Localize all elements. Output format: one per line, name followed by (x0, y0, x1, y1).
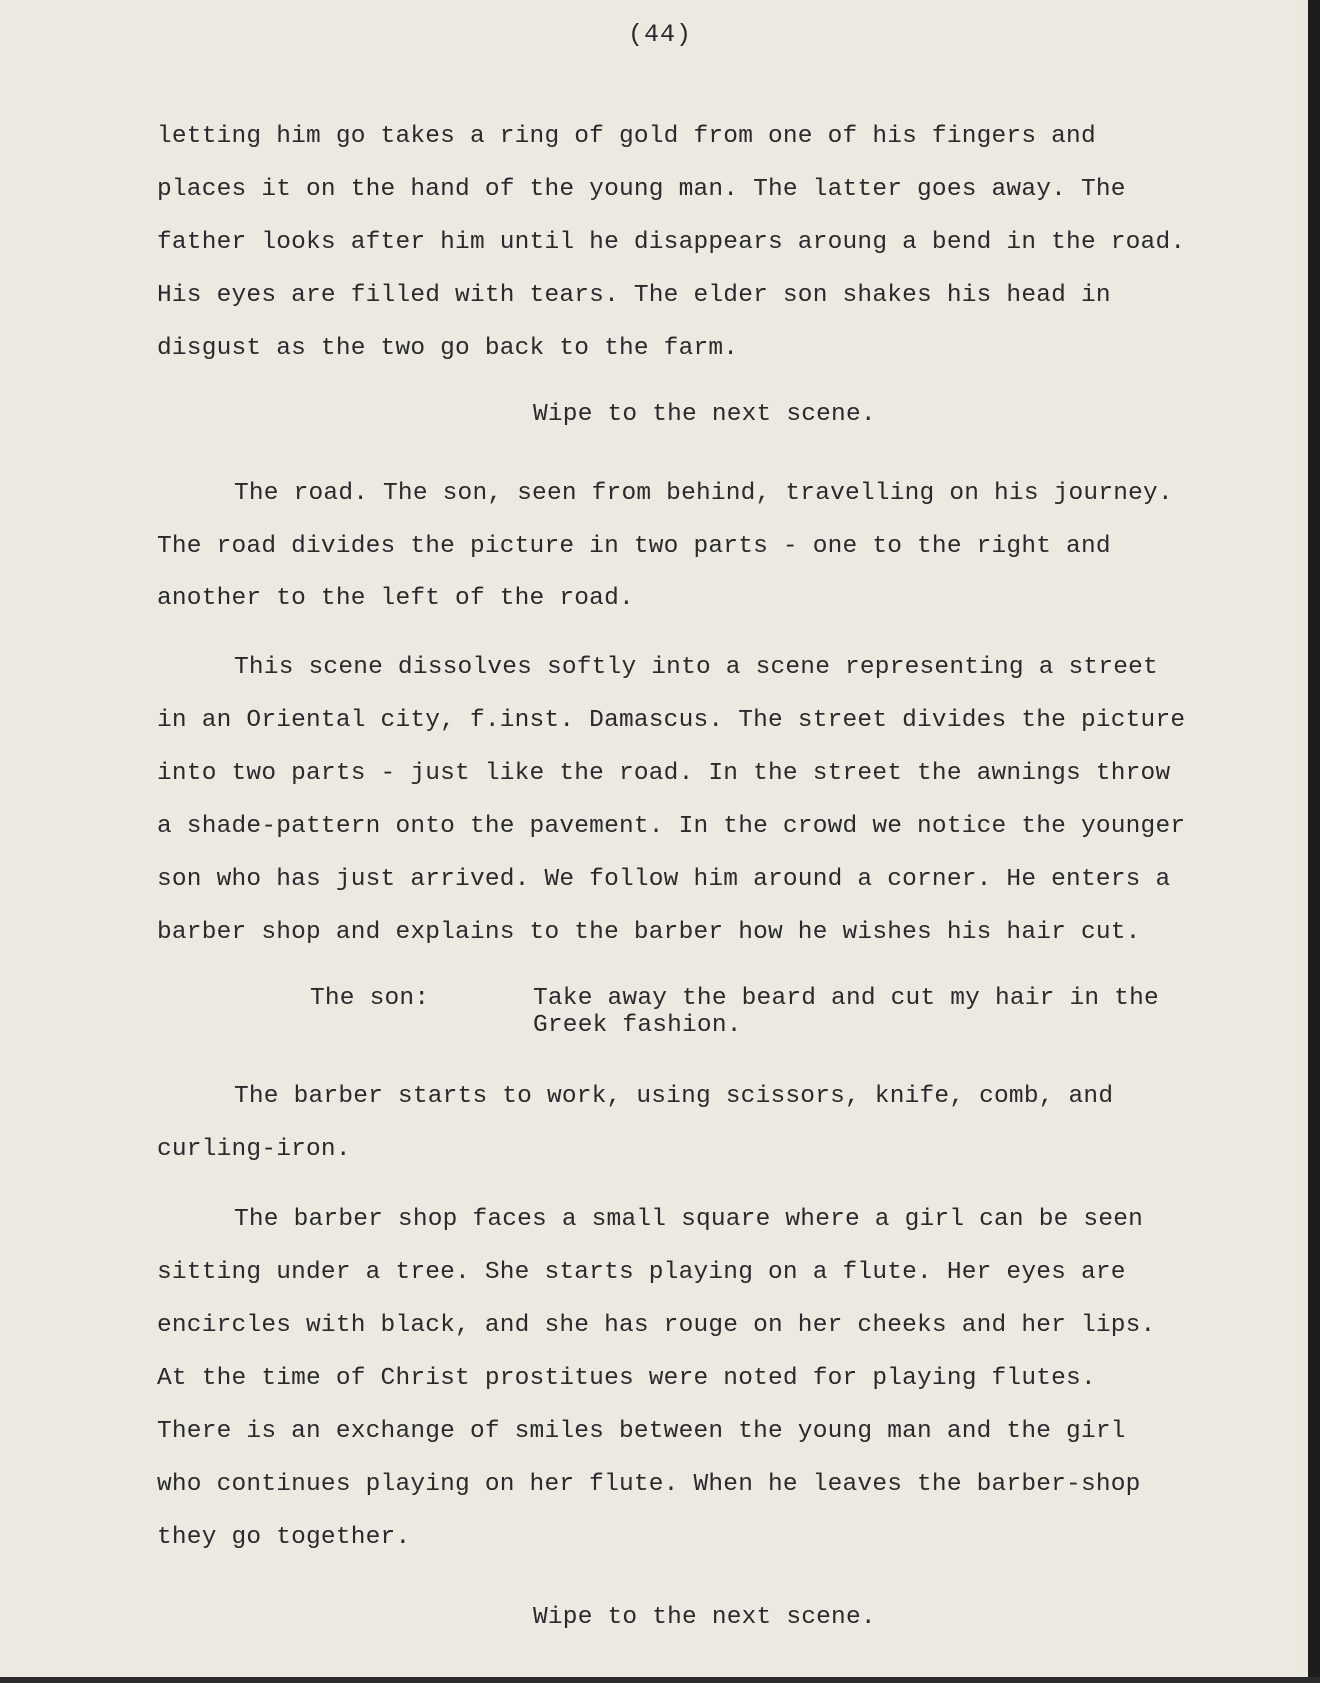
scene-transition: Wipe to the next scene. (533, 401, 876, 428)
paragraph-1-line: places it on the hand of the young man. The latter goes away. The (157, 176, 1126, 203)
paragraph-2-line: The road divides the picture in two parts - one to the right and (157, 533, 1111, 560)
paragraph-4-line: curling-iron. (157, 1136, 351, 1163)
paragraph-3-line: barber shop and explains to the barber how he wishes his hair cut. (157, 919, 1141, 946)
paragraph-5-line: There is an exchange of smiles between the young man and the girl (157, 1418, 1126, 1445)
page-number: (44) (627, 20, 692, 49)
paragraph-5-line: The barber shop faces a small square where a girl can be seen (234, 1206, 1144, 1233)
paragraph-5-line: they go together. (157, 1524, 411, 1551)
page-bottom-edge (0, 1677, 1320, 1683)
paragraph-5-line: sitting under a tree. She starts playing on a flute. Her eyes are (157, 1259, 1126, 1286)
page-edge-shadow (1308, 0, 1320, 1683)
paragraph-1-line: His eyes are filled with tears. The elder son shakes his head in (157, 282, 1111, 309)
dialogue-line: Greek fashion. (533, 1012, 742, 1039)
dialogue-line: Take away the beard and cut my hair in the (533, 985, 1159, 1012)
paragraph-3-line: This scene dissolves softly into a scene representing a street (234, 654, 1158, 681)
paragraph-1-line: father looks after him until he disappears aroung a bend in the road. (157, 229, 1186, 256)
paragraph-3-line: a shade-pattern onto the pavement. In the crowd we notice the younger (157, 813, 1186, 840)
paragraph-5-line: At the time of Christ prostitues were noted for playing flutes. (157, 1365, 1096, 1392)
paragraph-4-line: The barber starts to work, using scissors, knife, comb, and (234, 1083, 1114, 1110)
dialogue-speaker: The son: (310, 985, 430, 1012)
paragraph-5-line: who continues playing on her flute. When he leaves the barber-shop (157, 1471, 1141, 1498)
paragraph-3-line: into two parts - just like the road. In the street the awnings throw (157, 760, 1171, 787)
scene-transition: Wipe to the next scene. (533, 1604, 876, 1631)
paragraph-5-line: encircles with black, and she has rouge on her cheeks and her lips. (157, 1312, 1156, 1339)
paragraph-3-line: son who has just arrived. We follow him around a corner. He enters a (157, 866, 1171, 893)
paragraph-1-line: disgust as the two go back to the farm. (157, 335, 739, 362)
paragraph-1-line: letting him go takes a ring of gold from one of his fingers and (157, 123, 1096, 150)
paragraph-2-line: another to the left of the road. (157, 585, 634, 612)
paragraph-2-line: The road. The son, seen from behind, travelling on his journey. (234, 480, 1173, 507)
paragraph-3-line: in an Oriental city, f.inst. Damascus. The street divides the picture (157, 707, 1186, 734)
